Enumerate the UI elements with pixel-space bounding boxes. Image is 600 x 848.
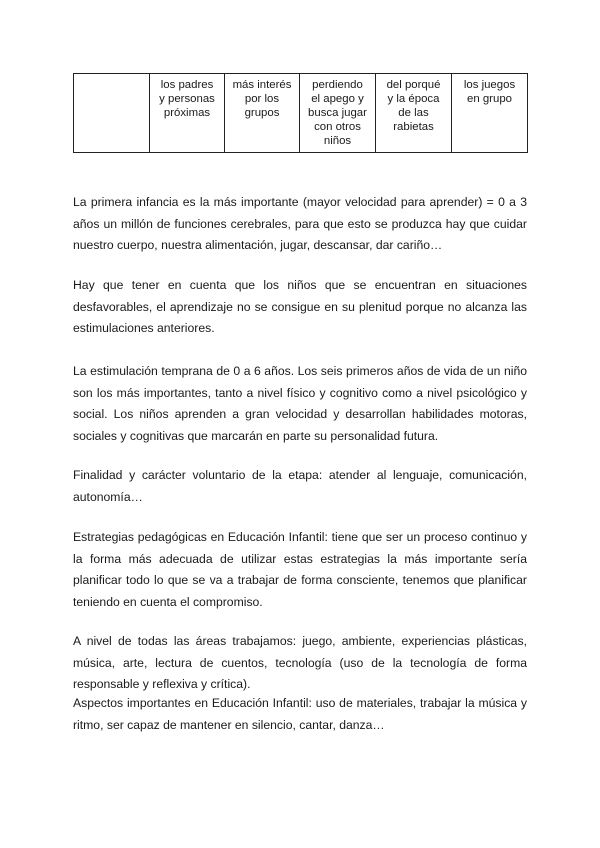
table-cell-juegos: los juegos en grupo [452, 74, 528, 153]
paragraph-estrategias-pedagogicas: Estrategias pedagógicas en Educación Infantil: tiene que ser un proceso continuo y la forma más adecuada de utilizar estas estrategias la más importante sería planificar todo lo que se va a trabajar de forma consciente, tenemos que planificar teniendo en cuenta el compromiso. [73, 530, 527, 609]
paragraph-areas-trabajo: A nivel de todas las áreas trabajamos: juego, ambiente, experiencias plásticas, música, arte, lectura de cuentos, tecnología (uso de la tecnología de forma responsable y reflexiva y crítica). [73, 634, 527, 692]
table-cell-interes: más interés por los grupos [225, 74, 300, 153]
paragraph-aspectos-importantes: Aspectos importantes en Educación Infantil: uso de materiales, trabajar la música y ritmo, ser capaz de mantener en silencio, cantar, danza… [73, 696, 527, 732]
table-cell-apego: perdiendo el apego y busca jugar con otros niños [300, 74, 376, 153]
paragraph-primera-infancia: La primera infancia es la más importante (mayor velocidad para aprender) = 0 a 3 años un millón de funciones cerebrales, para que esto se produzca hay que cuidar nuestro cuerpo, nuestra alimentación, jugar, descansar, dar cariño… [73, 195, 527, 253]
paragraph-finalidad-etapa: Finalidad y carácter voluntario de la etapa: atender al lenguaje, comunicación, autonomía… [73, 468, 527, 504]
table-cell-empty [74, 74, 150, 153]
paragraph-estimulacion-temprana: La estimulación temprana de 0 a 6 años. Los seis primeros años de vida de un niño son los más importantes, tanto a nivel físico y cognitivo como a nivel psicológico y social. Los niños aprenden a gran velocidad y desarrollan habilidades motoras, sociales y cognitivas que marcarán en parte su personalidad futura. [73, 364, 527, 443]
table-cell-porque: del porqué y la época de las rabietas [376, 74, 452, 153]
paragraph-situaciones-desfavorables: Hay que tener en cuenta que los niños que se encuentran en situaciones desfavorables, el aprendizaje no se consigue en su plenitud porque no alcanza las estimulaciones anteriores. [73, 278, 527, 336]
development-table [73, 73, 528, 153]
table-row [74, 74, 528, 153]
table-cell-padres: los padres y personas próximas [150, 74, 225, 153]
